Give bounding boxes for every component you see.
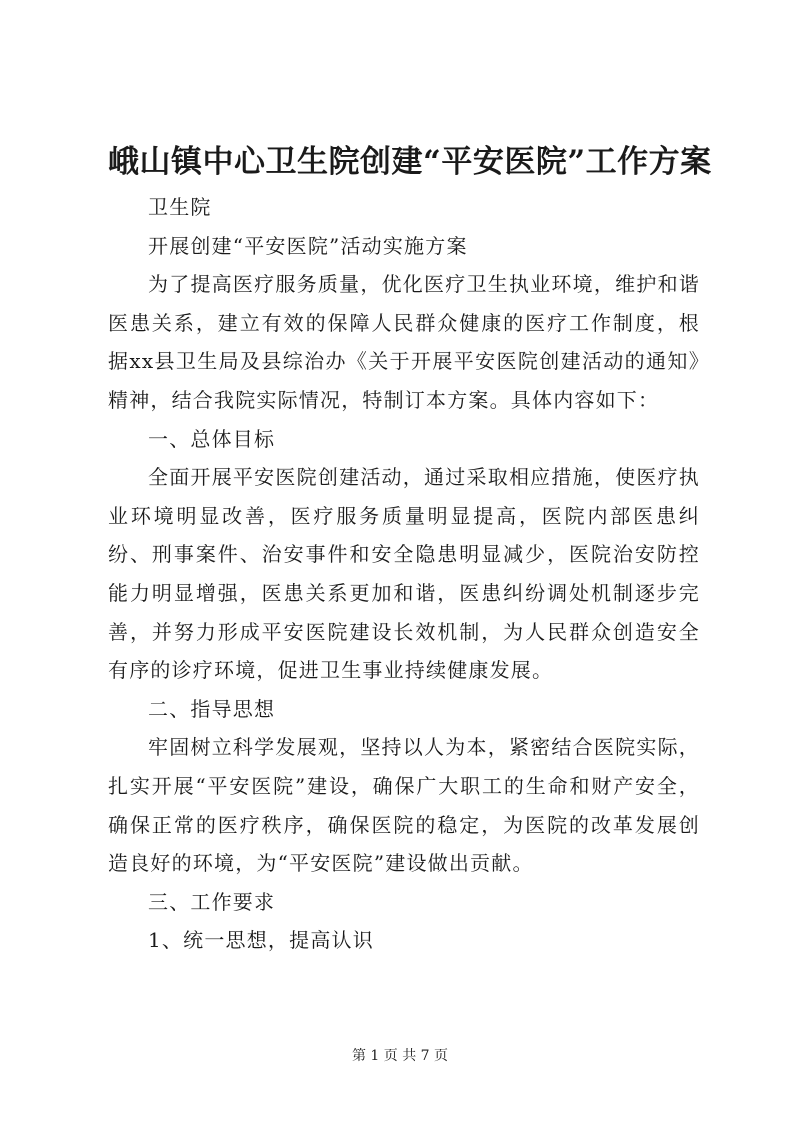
paragraph-guiding-thought: 牢固树立科学发展观，坚持以人为本，紧密结合医院实际，扎实开展“平安医院”建设，确保广大职工的生命和财产安全，确保正常的医疗秩序，确保医院的稳定，为医院的改革发展创造良好的环境，为“平安医院”建设做出贡献。 <box>108 735 700 876</box>
document-body <box>108 188 700 960</box>
paragraph-hospital: 卫生院 <box>148 195 212 219</box>
page-footer: 第 1 页 共 7 页 <box>351 1048 449 1064</box>
document-title: 峨山镇中心卫生院创建“平安医院”工作方案 <box>108 144 712 180</box>
paragraph-overall-goal: 全面开展平安医院创建活动，通过采取相应措施，使医疗执业环境明显改善，医疗服务质量明显提高，医院内部医患纠纷、刑事案件、治安事件和安全隐患明显减少，医院治安防控能力明显增强，医患关系更加和谐，医患纠纷调处机制逐步完善，并努力形成平安医院建设长效机制，为人民群众创造安全有序的诊疗环境，促进卫生事业持续健康发展。 <box>108 465 700 683</box>
section-heading-work-requirements: 三、工作要求 <box>148 889 276 914</box>
section-heading-overall-goal: 一、总体目标 <box>148 426 276 451</box>
paragraph-plan-subtitle: 开展创建“平安医院”活动实施方案 <box>148 233 468 258</box>
section-heading-guiding-thought: 二、指导思想 <box>148 696 276 721</box>
subsection-heading-unify-thinking: 1、统一思想，提高认识 <box>148 928 374 953</box>
paragraph-intro: 为了提高医疗服务质量，优化医疗卫生执业环境，维护和谐医患关系，建立有效的保障人民群众健康的医疗工作制度，根据xx县卫生局及县综治办《关于开展平安医院创建活动的通知》精神，结合我院实际情况，特制订本方案。具体内容如下： <box>108 272 700 412</box>
